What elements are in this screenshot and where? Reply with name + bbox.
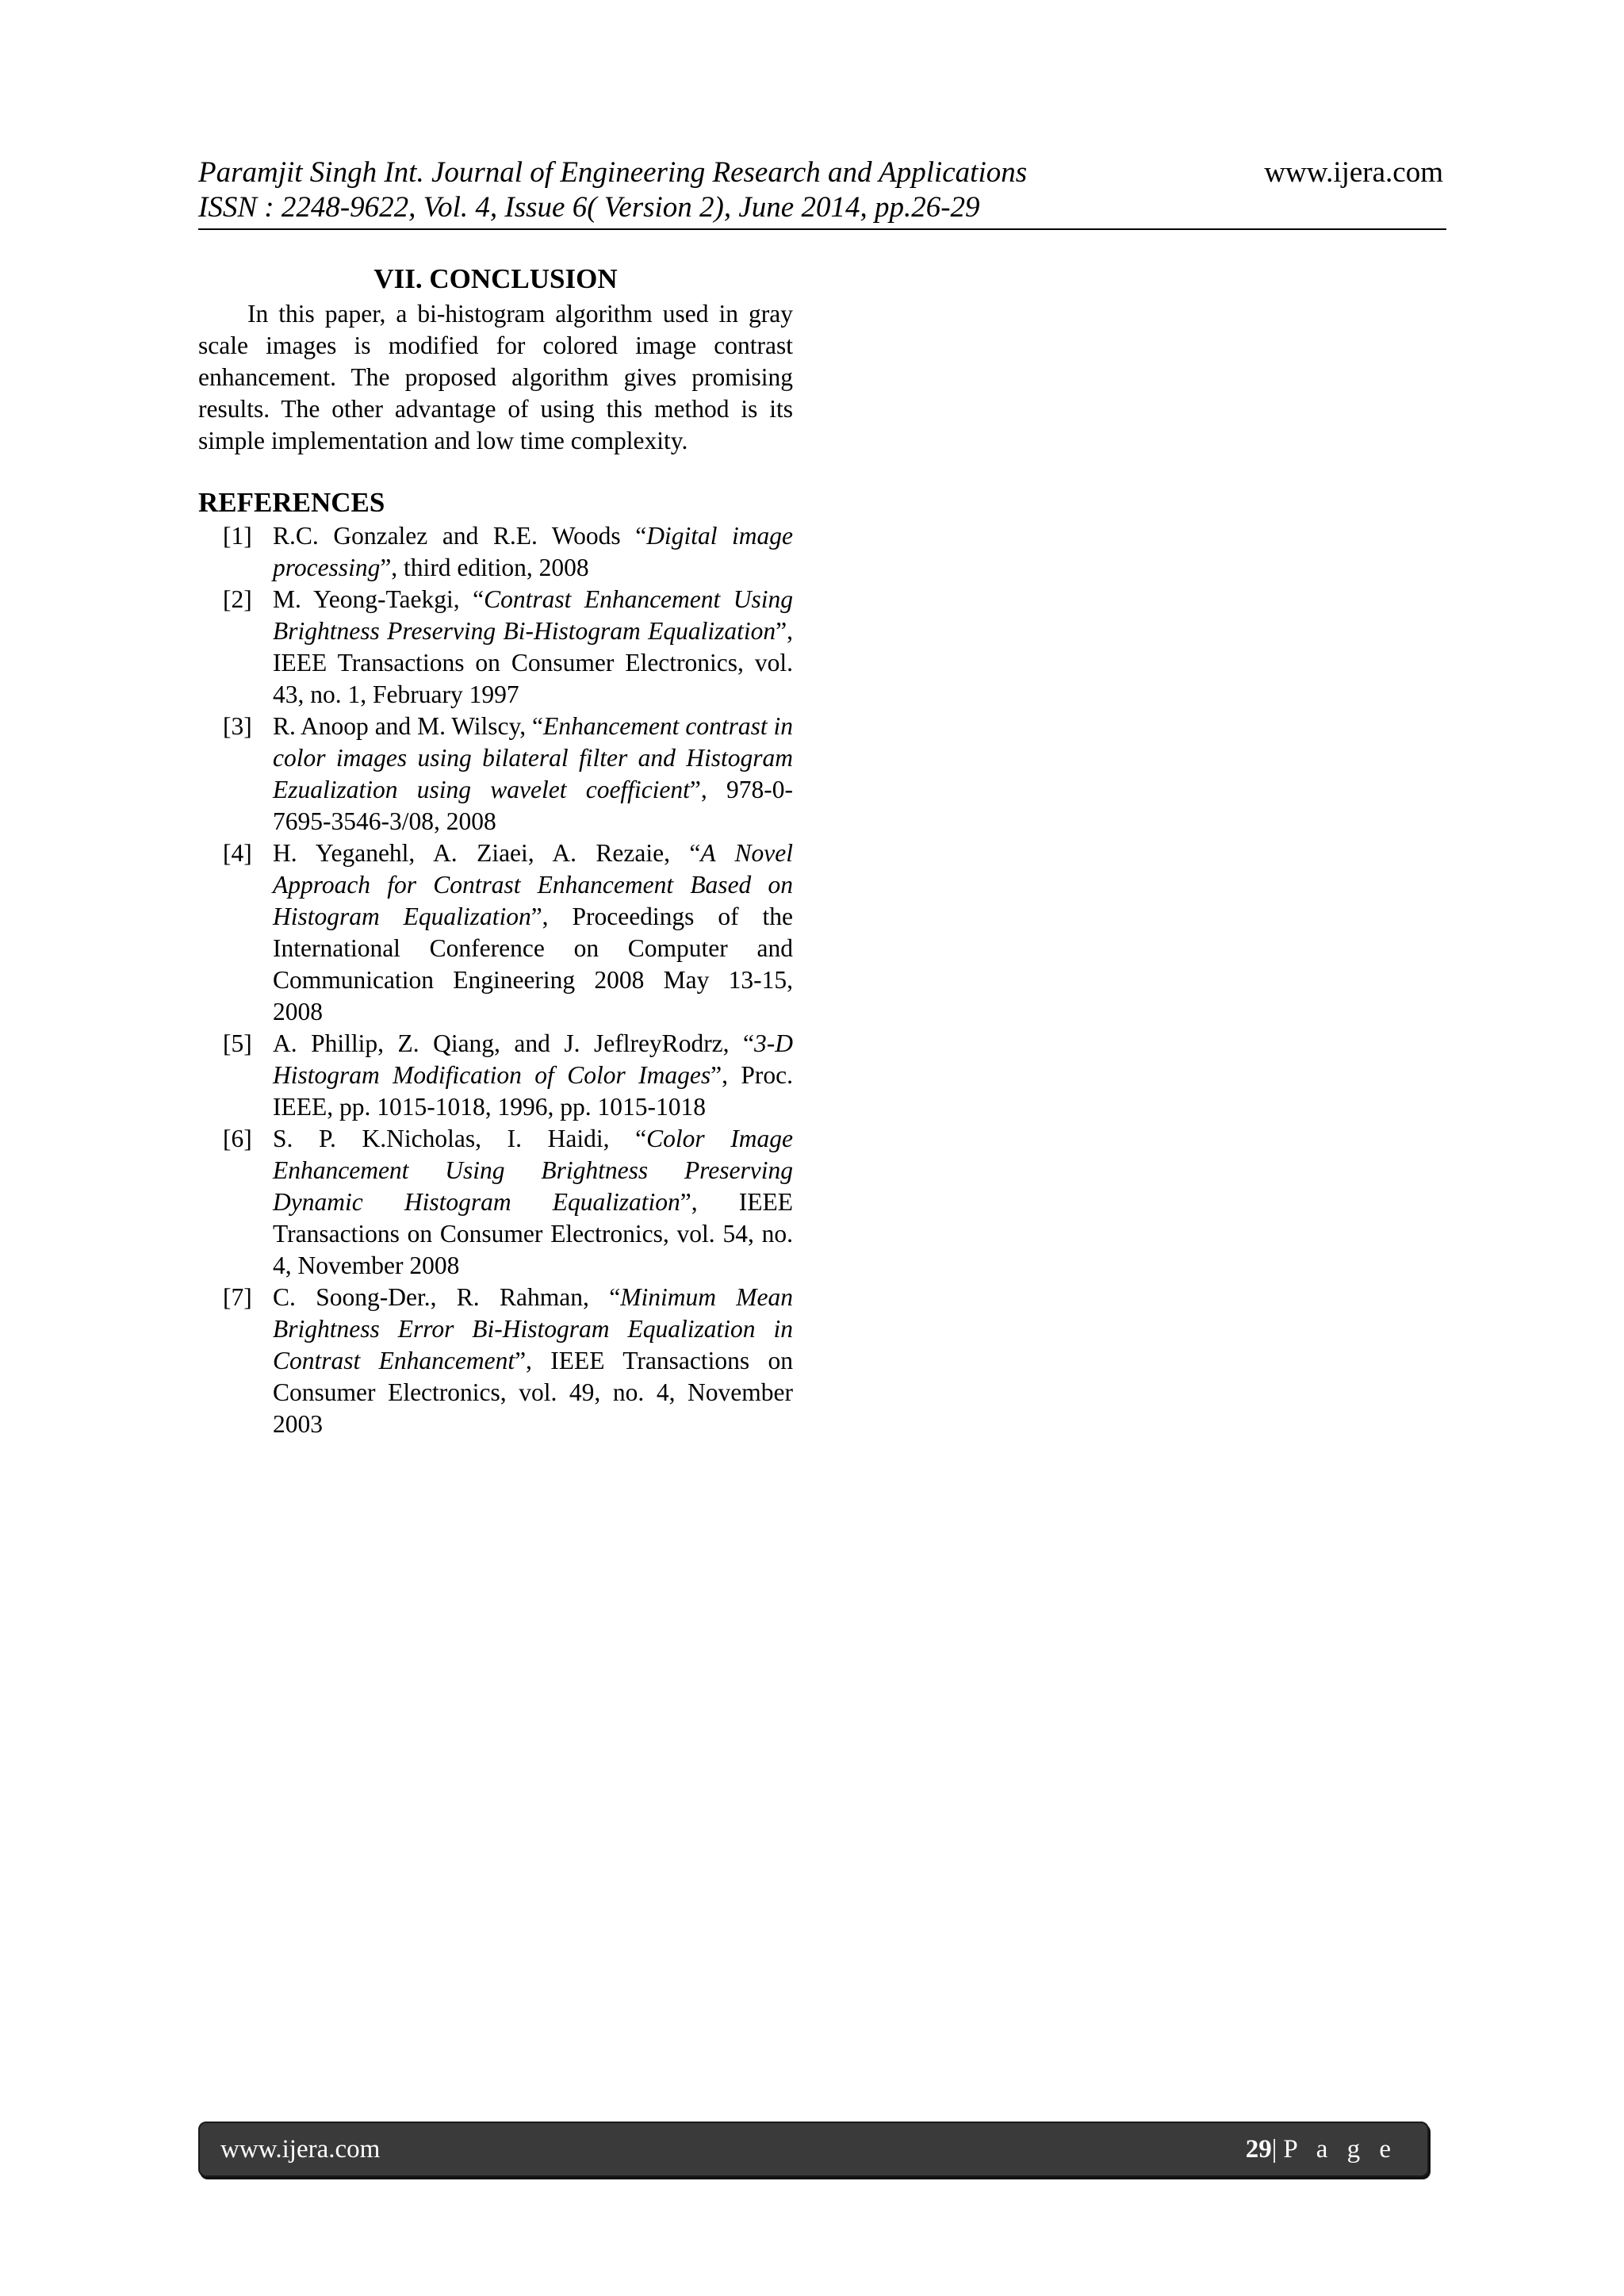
reference-details: ”, IEEE Transactions on Consumer Electronics, vol. 43, no. 1, February 1997 [273, 617, 793, 708]
page-footer [198, 2122, 1429, 2177]
reference-item [198, 520, 793, 584]
reference-text [273, 711, 793, 838]
reference-item [198, 584, 793, 711]
reference-list [198, 520, 793, 1440]
reference-authors: S. P. K.Nicholas, I. Haidi, “ [273, 1125, 647, 1152]
reference-details: ”, IEEE Transactions on Consumer Electronics, vol. 49, no. 4, November 2003 [273, 1347, 793, 1438]
reference-number: [5] [223, 1029, 252, 1057]
reference-title: Minimum Mean Brightness Error Bi-Histogram Equalization in Contrast Enhancement [273, 1283, 794, 1374]
reference-details: ”, Proc. IEEE, pp. 1015-1018, 1996, pp. 1015-1018 [273, 1061, 793, 1121]
issn-header-line: ISSN : 2248-9622, Vol. 4, Issue 6( Version 2), June 2014, pp.26-29 [198, 191, 980, 224]
reference-title: 3-D Histogram Modification of Color Images [273, 1029, 793, 1089]
header-rule [198, 228, 1446, 230]
reference-title: Digital image processing [273, 522, 793, 581]
reference-text [273, 1123, 793, 1282]
reference-number: [4] [223, 839, 252, 867]
reference-number: [7] [223, 1283, 252, 1311]
reference-number: [1] [223, 522, 252, 550]
reference-title: A Novel Approach for Contrast Enhancement Based on Histogram Equalization [273, 839, 793, 930]
reference-text [273, 1282, 793, 1440]
reference-details: ”, third edition, 2008 [380, 554, 589, 581]
page-number: 29 [1245, 2135, 1272, 2164]
running-header [198, 155, 1443, 225]
reference-title: Enhancement contrast in color images using bilateral filter and Histogram Ezualization using wavelet coefficient [273, 712, 793, 803]
reference-item [198, 1282, 793, 1440]
reference-item [198, 838, 793, 1028]
reference-authors: R.C. Gonzalez and R.E. Woods “ [273, 522, 647, 550]
footer-page-indicator [1246, 2123, 1397, 2175]
reference-number: [2] [223, 585, 252, 613]
reference-details: ”, Proceedings of the International Conference on Computer and Communication Engineering 2008 May 13-15, 2008 [273, 903, 793, 1025]
reference-item [198, 1028, 793, 1123]
footer-url: www.ijera.com [220, 2135, 381, 2164]
page-label: |P a g e [1271, 2135, 1397, 2164]
section-heading-conclusion: VII. CONCLUSION [373, 263, 618, 294]
left-column [198, 262, 793, 1440]
reference-text [273, 838, 793, 1028]
reference-authors: R. Anoop and M. Wilscy, “ [273, 712, 543, 740]
conclusion-paragraph: In this paper, a bi-histogram algorithm used in gray scale images is modified for colored image contrast enhancement. The proposed algorithm gives promising results. The other advantage of using this method is its simple implementation and low time complexity. [198, 300, 793, 454]
reference-text [273, 584, 793, 711]
reference-number: [6] [223, 1125, 252, 1152]
reference-authors: H. Yeganehl, A. Ziaei, A. Rezaie, “ [273, 839, 701, 867]
reference-authors: M. Yeong-Taekgi, “ [273, 585, 485, 613]
reference-item [198, 1123, 793, 1282]
reference-authors: A. Phillip, Z. Qiang, and J. JeflreyRodrz, “ [273, 1029, 754, 1057]
reference-details: ”, 978-0-7695-3546-3/08, 2008 [273, 776, 793, 835]
reference-number: [3] [223, 712, 252, 740]
reference-authors: C. Soong-Der., R. Rahman, “ [273, 1283, 621, 1311]
reference-title: Contrast Enhancement Using Brightness Preserving Bi-Histogram Equalization [273, 585, 793, 645]
reference-text [273, 1028, 793, 1123]
references-heading: REFERENCES [198, 487, 385, 518]
reference-title: Color Image Enhancement Using Brightness Preserving Dynamic Histogram Equalization [273, 1125, 793, 1216]
reference-text [273, 520, 793, 584]
journal-header-line: Paramjit Singh Int. Journal of Engineering Research and Applications [198, 156, 1028, 189]
journal-url: www.ijera.com [1264, 156, 1443, 189]
reference-details: ”, IEEE Transactions on Consumer Electronics, vol. 54, no. 4, November 2008 [273, 1188, 793, 1279]
reference-item [198, 711, 793, 838]
